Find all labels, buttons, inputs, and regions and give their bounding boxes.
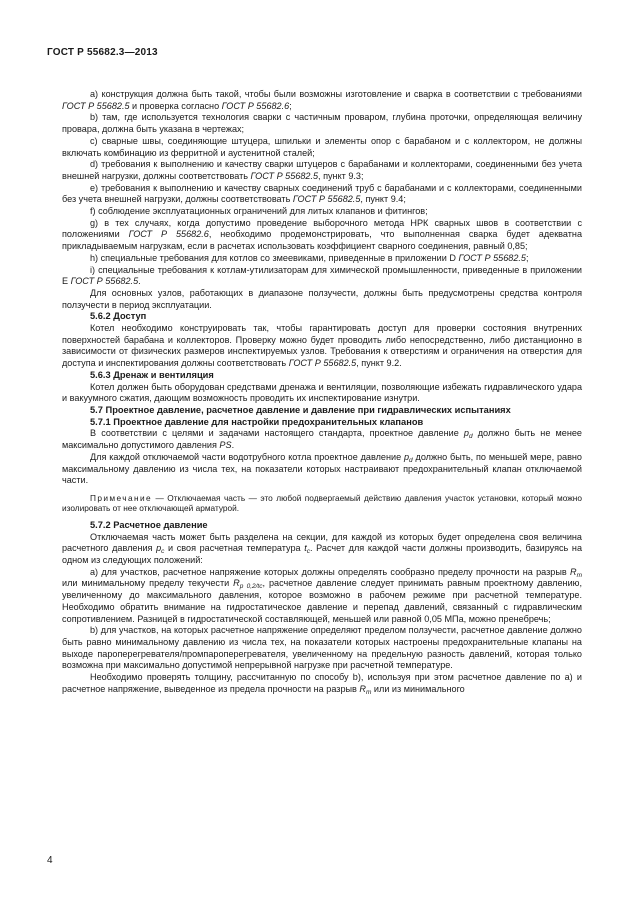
paragraph-f: f) соблюдение эксплуатационных ограничений для литых клапанов и фитингов;	[90, 206, 428, 217]
paragraph-c: c) сварные швы, соединяющие штуцера, шпильки и элементы опор с барабаном и с коллектором, не должны включать комбинацию из ферритной и аустенитной сталей;	[62, 135, 582, 158]
page-number: 4	[47, 855, 53, 866]
document-body	[62, 89, 582, 695]
heading-5-7-1: 5.7.1 Проектное давление для настройки предохранительных клапанов	[90, 416, 424, 427]
paragraph-isolatable-part: Для каждой отключаемой части водотрубного котла проектное давление $p_d$ должно быть, по меньшей мере, равно максимальному давлению из числа тех, на показатели которых настраивают предохранительный клапан отключаемой части.	[62, 451, 582, 486]
heading-5-7-2: 5.7.2 Расчетное давление	[90, 519, 208, 530]
heading-5-6-2: 5.6.2 Доступ	[90, 311, 147, 322]
paragraph-h: h) специальные требования для котлов со змеевиками, приведенные в приложении D ГОСТ Р 55682.5;	[90, 252, 529, 263]
note: Примечание — Отключаемая часть — это любой подвергаемый действию давления участок установки, который можно изолировать от нее отключающей арматурой.	[62, 492, 582, 514]
paragraph-b: b) там, где используется технология сварки с частичным проваром, глубина проточки, определяющая величину провара, должна быть указана в чертежах;	[62, 112, 582, 135]
paragraph-drainage: Котел должен быть оборудован средствами дренажа и вентиляции, позволяющие избежать гидравлического удара и вакуумного сжатия, дающим возможность проводить их инспектирование изнутри.	[62, 381, 582, 404]
paragraph-thickness-check: Необходимо проверять толщину, рассчитанную по способу b), используя при этом расчетное давление по a) и расчетное напряжение, выведенное из предела прочности на разрыв $R_m$ или из минимального	[62, 672, 582, 696]
paragraph-creep-control: Для основных узлов, работающих в диапазоне ползучести, должны быть предусмотрены средства контроля ползучести в период эксплуатации.	[62, 287, 582, 310]
heading-5-7: 5.7 Проектное давление, расчетное давление и давление при гидравлических испытаниях	[90, 404, 511, 415]
paragraph-option-a: a) для участков, расчетное напряжение которых должны определять сообразно пределу прочности на разрыв $R_m$ или минимальному пределу текучести $R_{p 0,2/tc}$, расчетное давление следует принимать равным проектному давлению, увеличенному до максимального давления, которое возможно в рабочем режиме при расчетной температуре. Необходимо обратить внимание на гидростатическое давление и перепад давлений, связанный с гидравлическим сопротивлением. Разницей в гидростатической составляющей, меньшей или равной 0,05 МПа, можно пренебречь;	[62, 566, 582, 624]
paragraph-a: а) конструкция должна быть такой, чтобы были возможны изготовление и сварка в соответствии с требованиями ГОСТ Р 55682.5 и проверка согласно ГОСТ Р 55682.6;	[62, 89, 582, 111]
heading-5-6-3: 5.6.3 Дренаж и вентиляция	[90, 369, 214, 380]
paragraph-g: g) в тех случаях, когда допустимо проведение выборочного метода НРК сварных швов в соответствии с положениями ГОСТ Р 55682.6, необходимо продемонстрировать, что выполненная сварка будет адекватна прикладываемым нагрузкам, если в расчетах использовать коэффициент сварного соединения, равный 0,85;	[62, 217, 583, 252]
paragraph-d: d) требования к выполнению и качеству сварки штуцеров с барабанами и коллекторами, соединенными без учета внешней нагрузки, должны соответствовать ГОСТ Р 55682.5, пункт 9.3;	[62, 159, 582, 181]
page-header: ГОСТ Р 55682.3—2013	[47, 47, 158, 58]
paragraph-e: e) требования к выполнению и качеству сварных соединений труб с барабанами и с коллекторами, соединенными без учета внешней нагрузки, должны соответствовать ГОСТ Р 55682.5, пункт 9.4;	[62, 182, 582, 205]
paragraph-i: i) специальные требования к котлам-утилизаторам для химической промышленности, приведенные в приложении E ГОСТ Р 55682.5.	[62, 264, 582, 287]
paragraph-option-b: b) для участков, на которых расчетное напряжение определяют пределом ползучести, расчетное давление должно быть равно минимальному давлению из числа тех, на показатели которых настроены предохранительные клапаны на выходе пароперегревателя/промпароперегревателя, увеличенному на предельную разность давлений, которая только возможна при максимально допустимой непрерывной нагрузке при расчетной температуре.	[62, 625, 582, 671]
note-label: Примечание	[90, 492, 153, 503]
paragraph-access: Котел необходимо конструировать так, чтобы гарантировать доступ для проверки состояния внутренних поверхностей барабана и коллекторов. Проверку можно будет проводить либо непосредственно, либо дистанционно в зависимости от физических размеров инспектируемых узлов. Требования к отверстиям и ограничения на отверстия для доступа и инспектирования должны соответствовать ГОСТ Р 55682.5, пункт 9.2.	[62, 323, 582, 369]
paragraph-design-pressure: В соответствии с целями и задачами настоящего стандарта, проектное давление $p_d$ должно быть не менее максимально допустимого давления PS.	[62, 428, 582, 451]
paragraph-sections: Отключаемая часть может быть разделена на секции, для каждой из которых будет определена своя величина расчетного давления $p_c$ и своя расчетная температура $t_c$. Расчет для каждой части должны производить, базируясь на одном из следующих положений:	[62, 531, 583, 566]
